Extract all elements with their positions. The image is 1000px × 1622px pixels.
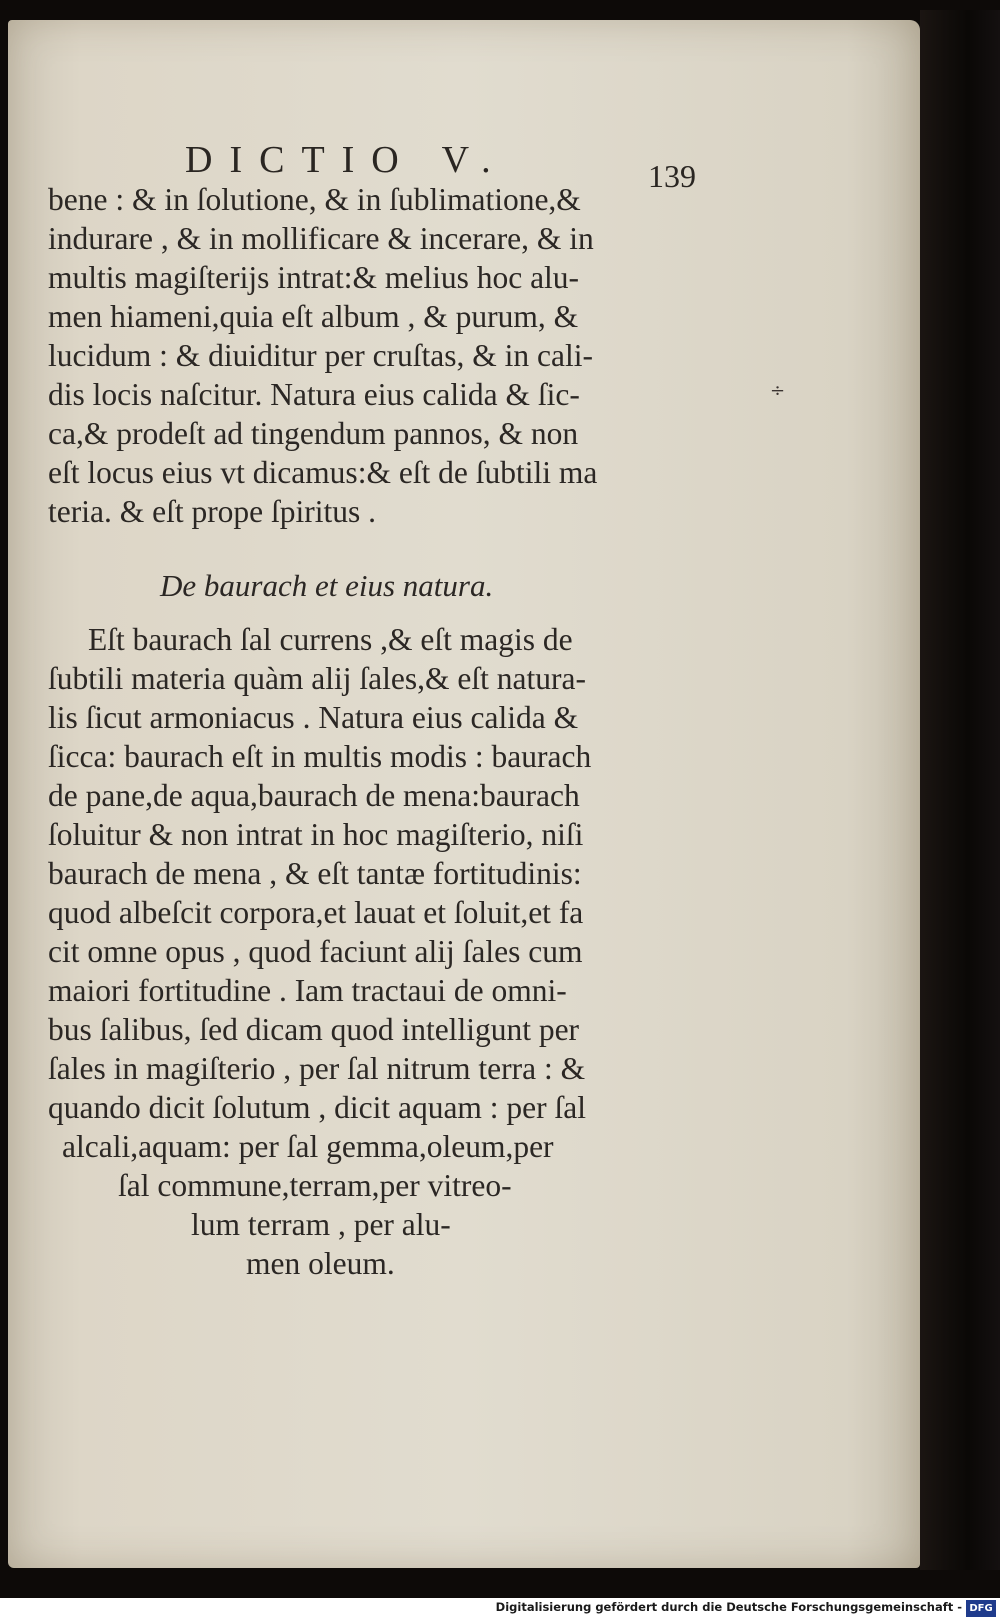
text-line: alcali,aquam: per ſal gemma,oleum,per [62, 1129, 554, 1164]
text-line: bus ſalibus, ſed dicam quod intelligunt per [48, 1012, 580, 1047]
text-line: ſicca: baurach eſt in multis modis : baurach [48, 739, 592, 774]
text-line: bene : & in ſolutione, & in ſublimatione,& [48, 182, 581, 217]
text-line: multis magiſterijs intrat:& melius hoc alu- [48, 260, 580, 295]
dfg-logo: DFG [966, 1600, 996, 1617]
text-line: baurach de mena , & eſt tantæ fortitudinis: [48, 856, 582, 891]
text-line: indurare , & in mollificare & incerare, & in [48, 221, 594, 256]
text-line: ca,& prodeſt ad tingendum pannos, & non [48, 416, 579, 451]
section-heading: De baurach et eius natura. [160, 568, 494, 603]
text-line: de pane,de aqua,baurach de mena:baurach [48, 778, 580, 813]
text-line: quod albeſcit corpora,et lauat et ſoluit,et fa [48, 895, 584, 930]
text-line: eſt locus eius vt dicamus:& eſt de ſubtili ma [48, 455, 598, 490]
running-head: DICTIO V. [185, 139, 508, 181]
text-line: ſal commune,terram,per vitreo- [118, 1168, 512, 1203]
text-line: dis locis naſcitur. Natura eius calida & ſic- [48, 377, 580, 412]
text-line: lis ſicut armoniacus . Natura eius calida & [48, 700, 579, 735]
text-line: teria. & eſt prope ſpiritus . [48, 494, 377, 529]
text-line: maiori fortitudine . Iam tractaui de omni- [48, 973, 567, 1008]
text-line: ſoluitur & non intrat in hoc magiſterio, niſi [48, 817, 584, 852]
margin-mark: ÷ [770, 380, 786, 401]
funding-credit: Digitalisierung gefördert durch die Deutsche Forschungsgemeinschaft - [495, 1600, 962, 1614]
page-number: 139 [648, 158, 696, 194]
text-line: ſales in magiſterio , per ſal nitrum terra : & [48, 1051, 586, 1086]
text-line: Eſt baurach ſal currens ,& eſt magis de [88, 622, 573, 657]
book-spine-shadow [920, 10, 1000, 1570]
text-line: men oleum. [246, 1246, 395, 1281]
text-line: quando dicit ſolutum , dicit aquam : per ſal [48, 1090, 587, 1125]
text-line: lucidum : & diuiditur per cruſtas, & in cali- [48, 338, 594, 373]
text-line: cit omne opus , quod faciunt alij ſales cum [48, 934, 583, 969]
text-line: ſubtili materia quàm alij ſales,& eſt natura- [48, 661, 586, 696]
text-line: men hiameni,quia eſt album , & purum, & [48, 299, 579, 334]
text-block-2 [48, 620, 698, 1283]
text-line: lum terram , per alu- [191, 1207, 451, 1242]
text-block-1 [48, 180, 698, 531]
